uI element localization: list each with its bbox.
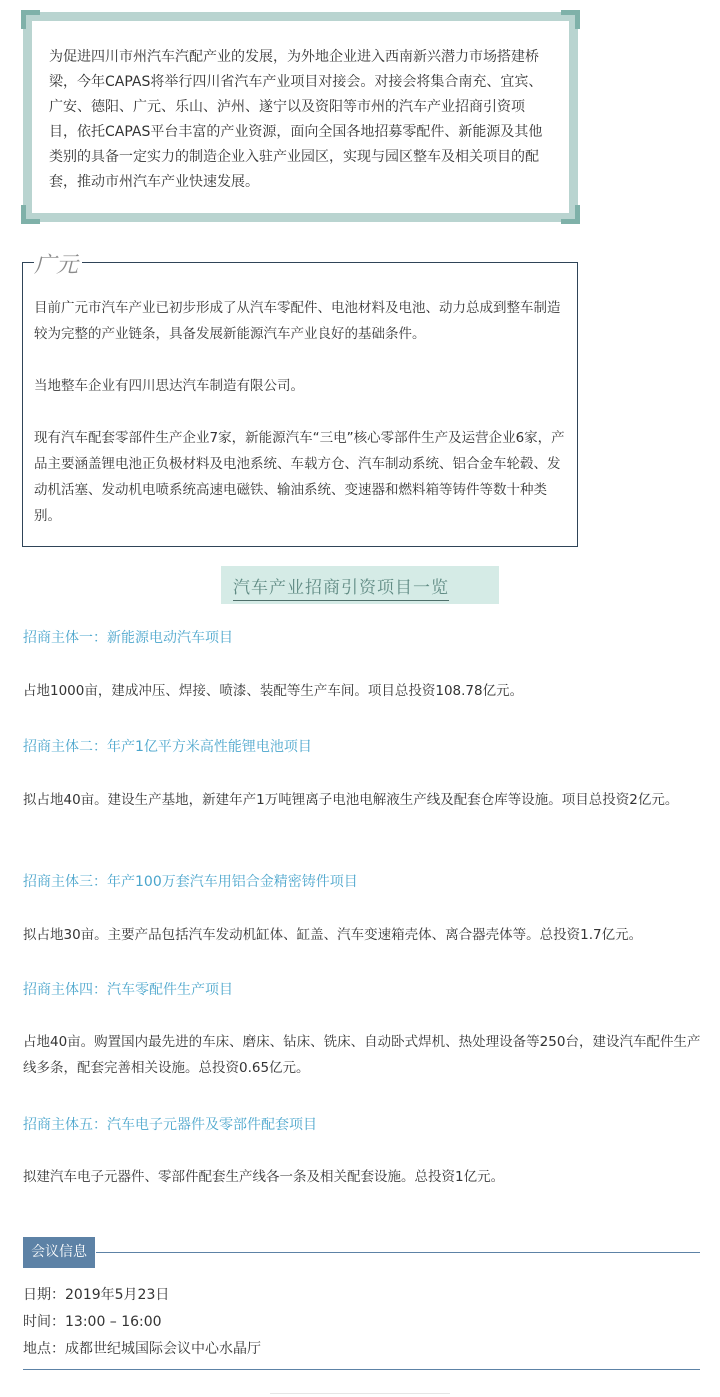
project-description: 占地1000亩，建成冲压、焊接、喷漆、装配等生产车间。项目总投资108.78亿元。	[23, 683, 524, 699]
meeting-label: 会议信息	[23, 1237, 95, 1268]
meeting-date: 日期：2019年5月23日	[23, 1287, 170, 1303]
section-title: 汽车产业招商引资项目一览	[233, 578, 449, 601]
project-description: 拟建汽车电子元器件、零部件配套生产线各一条及相关配套设施。总投资1亿元。	[23, 1169, 505, 1185]
city-title: 广元	[34, 248, 82, 279]
project-title: 招商主体一：新能源电动汽车项目	[23, 630, 233, 646]
intro-text: 为促进四川市州汽车汽配产业的发展，为外地企业进入西南新兴潜力市场搭建桥梁，今年CAPAS将举行四川省汽车产业项目对接会。对接会将集合南充、宜宾、广安、德阳、广元、乐山、泸州、遂宁以及资阳等市州的汽车产业招商引资项目，依托CAPAS平台丰富的产业资源，面向全国各地招募零配件、新能源及其他类别的具备一定实力的制造企业入驻产业园区，实现与园区整车及相关项目的配套，推动市州汽车产业快速发展。	[32, 21, 569, 213]
city-info-box	[22, 262, 578, 547]
divider	[270, 1393, 450, 1397]
project-title: 招商主体五：汽车电子元器件及零部件配套项目	[23, 1117, 317, 1133]
section-banner	[221, 566, 499, 604]
divider	[96, 1252, 700, 1253]
city-paragraph: 当地整车企业有四川思达汽车制造有限公司。	[34, 378, 304, 394]
city-paragraph: 目前广元市汽车产业已初步形成了从汽车零配件、电池材料及电池、动力总成到整车制造较为完整的产业链条，具备发展新能源汽车产业良好的基础条件。	[34, 300, 561, 342]
project-title: 招商主体四：汽车零配件生产项目	[23, 982, 233, 998]
project-description: 拟占地40亩。建设生产基地，新建年产1万吨锂离子电池电解液生产线及配套仓库等设施。项目总投资2亿元。	[23, 792, 679, 808]
project-title: 招商主体三：年产100万套汽车用铝合金精密铸件项目	[23, 874, 358, 890]
city-paragraph: 现有汽车配套零部件生产企业7家，新能源汽车“三电”核心零部件生产及运营企业6家，产品主要涵盖锂电池正负极材料及电池系统、车载方仓、汽车制动系统、铝合金车轮毂、发动机活塞、发动机电喷系统高速电磁铁、输油系统、变速器和燃料箱等铸件等数十种类别。	[34, 430, 565, 524]
project-title: 招商主体二：年产1亿平方米高性能锂电池项目	[23, 739, 312, 755]
project-description: 拟占地30亩。主要产品包括汽车发动机缸体、缸盖、汽车变速箱壳体、离合器壳体等。总投资1.7亿元。	[23, 927, 643, 943]
meeting-time: 时间：13:00 – 16:00	[23, 1314, 162, 1330]
project-description: 占地40亩。购置国内最先进的车床、磨床、钻床、铣床、自动卧式焊机、热处理设备等250台，建设汽车配件生产线多条，配套完善相关设施。总投资0.65亿元。	[23, 1034, 701, 1076]
meeting-place: 地点：成都世纪城国际会议中心水晶厅	[23, 1341, 261, 1357]
divider	[23, 1369, 700, 1370]
intro-frame	[23, 12, 578, 222]
